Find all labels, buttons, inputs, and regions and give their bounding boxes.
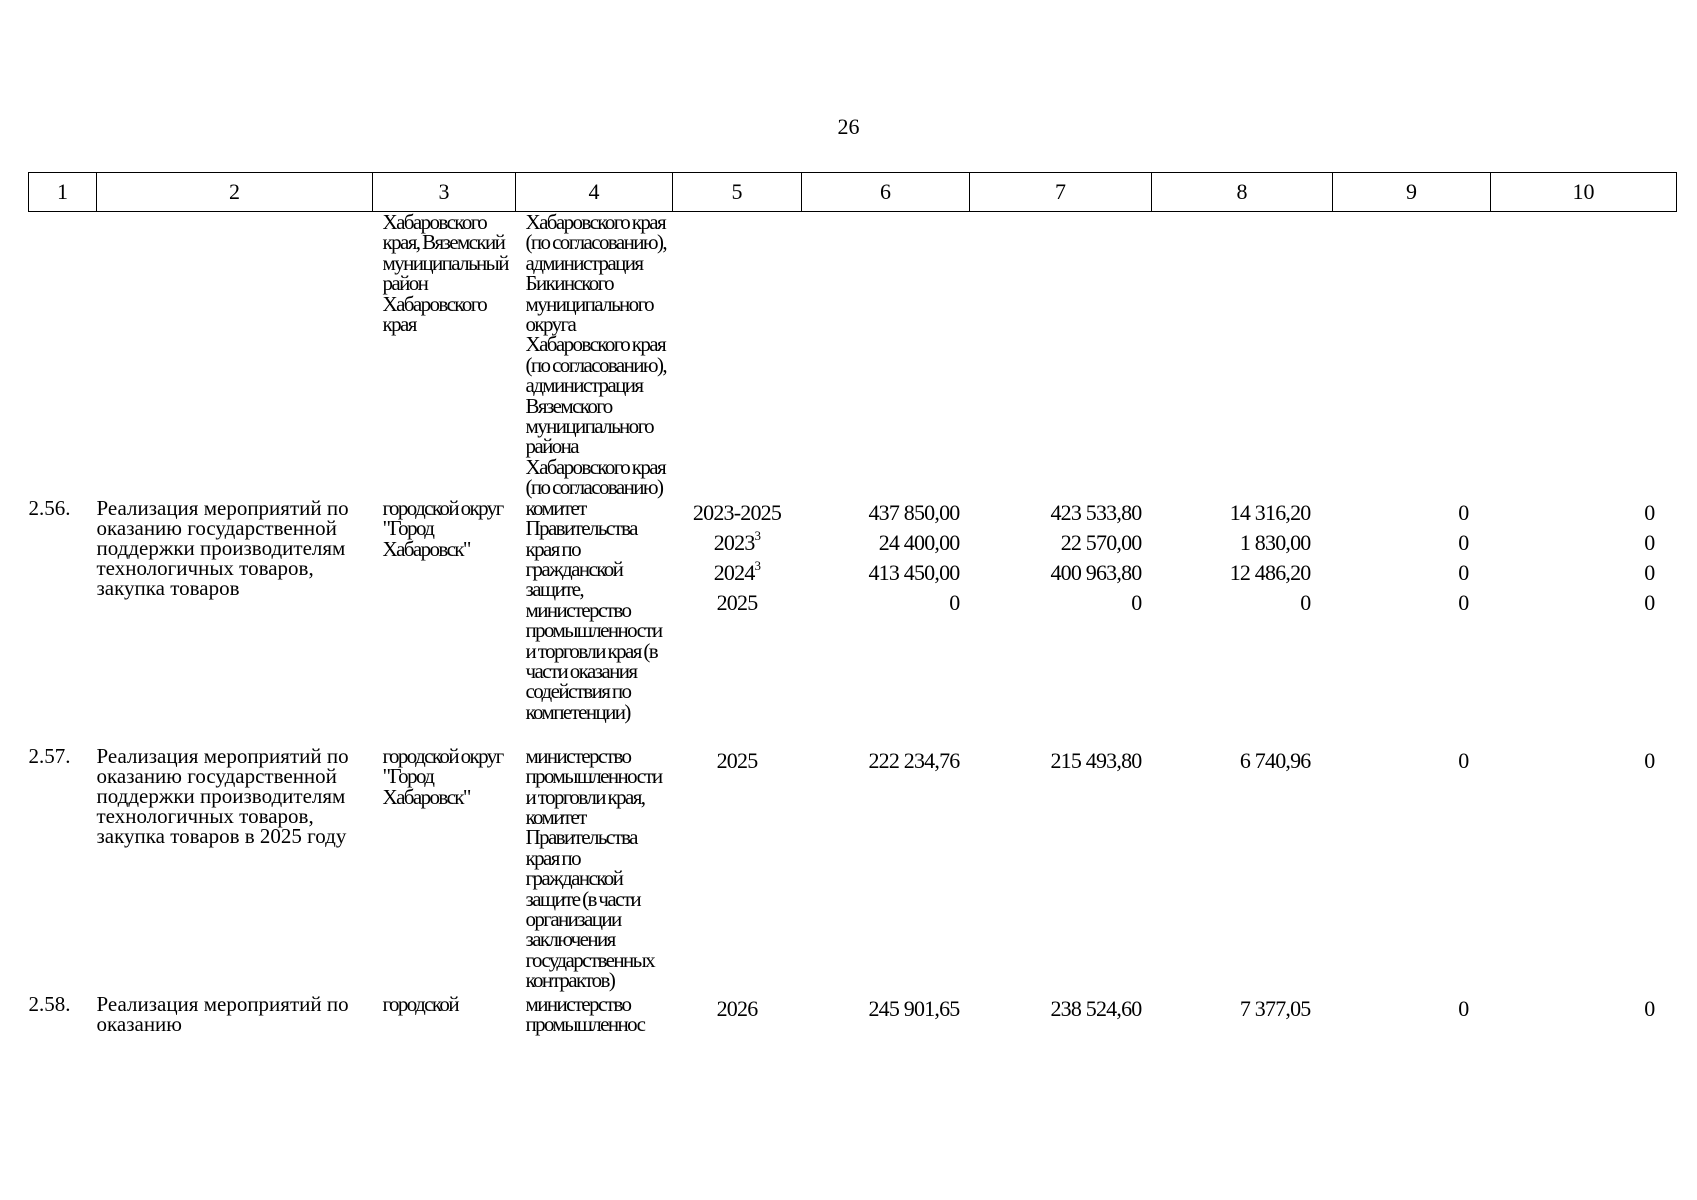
row-total-values — [802, 746, 970, 776]
row-executor: министерство промышленнос — [525, 991, 645, 1037]
amount-value: 24 400,00 — [878, 529, 960, 555]
row-col9-values — [1333, 498, 1491, 618]
period-value — [673, 498, 802, 528]
row-number: 2.57. — [28, 743, 71, 768]
header-row — [29, 173, 1677, 212]
row-col8 — [1152, 994, 1333, 1054]
row-col10-values — [1491, 746, 1677, 776]
footnote-mark: 3 — [754, 528, 761, 544]
amount-value: 0 — [1644, 559, 1655, 585]
row-col10 — [1491, 746, 1677, 994]
amount-value: 7 377,05 — [1239, 995, 1311, 1021]
row-col7-values — [970, 746, 1152, 776]
row-total-values — [802, 498, 970, 618]
row-col9 — [1333, 498, 1491, 746]
row-col8-values — [1152, 994, 1333, 1024]
row-executor: министерство промышленности и торговли края, комитет Правительства края по гражданской защите (в части организации заключения государственных контрактов) — [525, 743, 662, 993]
row-periods — [673, 746, 802, 994]
row-periods — [673, 498, 802, 746]
amount-value: 0 — [949, 589, 960, 615]
row-name: Реализация мероприятий по оказанию государственной поддержки производителям технологичных товаров, закупка товаров в 2025 году — [96, 743, 349, 848]
amount-value: 215 493,80 — [1050, 747, 1142, 773]
page-number: 26 — [837, 114, 860, 139]
row-territory: городской округ "Город Хабаровск" — [382, 743, 503, 809]
amount-value: 400 963,80 — [1050, 559, 1142, 585]
period-value — [673, 558, 802, 588]
row-col9-values — [1333, 746, 1491, 776]
row-col7-values — [970, 994, 1152, 1024]
row-name: Реализация мероприятий по оказанию — [96, 991, 349, 1036]
header-cell-1: 1 — [29, 173, 97, 212]
header-cell-8: 8 — [1152, 173, 1333, 212]
row-col8 — [1152, 746, 1333, 994]
period-list — [673, 994, 802, 1024]
header-cell-5: 5 — [673, 173, 802, 212]
header-cell-2: 2 — [97, 173, 373, 212]
amount-value: 0 — [1131, 589, 1142, 615]
table-row — [29, 994, 1677, 1054]
amount-value: 222 234,76 — [868, 747, 960, 773]
continuation-territory: Хабаровского края, Вяземский муниципальный район Хабаровского края — [382, 210, 508, 337]
row-col8 — [1152, 498, 1333, 746]
row-col8-values — [1152, 498, 1333, 618]
period-value — [673, 528, 802, 558]
footnote-mark: 3 — [754, 558, 761, 574]
amount-value: 0 — [1458, 995, 1469, 1021]
amount-value: 423 533,80 — [1050, 499, 1142, 525]
row-total-values — [802, 994, 970, 1024]
row-number: 2.56. — [28, 495, 71, 520]
header-cell-3: 3 — [373, 173, 516, 212]
amount-value: 0 — [1300, 589, 1311, 615]
period-list — [673, 746, 802, 776]
amount-value: 0 — [1458, 747, 1469, 773]
table-row — [29, 746, 1677, 994]
period-year: 2023 — [713, 529, 755, 555]
header-cell-4: 4 — [516, 173, 673, 212]
amount-value: 6 740,96 — [1239, 747, 1311, 773]
row-col7 — [970, 746, 1152, 994]
header-cell-9: 9 — [1333, 173, 1491, 212]
row-col7-values — [970, 498, 1152, 618]
row-col10 — [1491, 994, 1677, 1054]
table-row — [29, 498, 1677, 746]
row-col10 — [1491, 498, 1677, 746]
amount-value: 14 316,20 — [1229, 499, 1311, 525]
row-total — [802, 498, 970, 746]
row-col10-values — [1491, 994, 1677, 1024]
amount-value: 0 — [1458, 529, 1469, 555]
period-value — [673, 746, 802, 776]
amount-value: 245 901,65 — [868, 995, 960, 1021]
program-table — [28, 172, 1677, 1054]
row-col7 — [970, 994, 1152, 1054]
period-year: 2025 — [716, 747, 758, 773]
amount-value: 0 — [1458, 499, 1469, 525]
row-total — [802, 994, 970, 1054]
row-col9 — [1333, 994, 1491, 1054]
amount-value: 0 — [1644, 499, 1655, 525]
amount-value: 22 570,00 — [1060, 529, 1142, 555]
amount-value: 238 524,60 — [1050, 995, 1142, 1021]
header-cell-6: 6 — [802, 173, 970, 212]
amount-value: 0 — [1644, 995, 1655, 1021]
amount-value: 437 850,00 — [868, 499, 960, 525]
row-col9 — [1333, 746, 1491, 994]
header-cell-10: 10 — [1491, 173, 1677, 212]
row-name: Реализация мероприятий по оказанию государственной поддержки производителям технологичных товаров, закупка товаров — [96, 495, 349, 600]
row-col8-values — [1152, 746, 1333, 776]
amount-value: 12 486,20 — [1229, 559, 1311, 585]
amount-value: 0 — [1458, 589, 1469, 615]
row-territory: городской — [382, 991, 458, 1016]
period-year: 2024 — [713, 559, 755, 585]
period-value — [673, 994, 802, 1024]
amount-value: 413 450,00 — [868, 559, 960, 585]
period-year: 2023-2025 — [692, 499, 782, 525]
row-total — [802, 746, 970, 994]
continuation-row — [29, 212, 1677, 498]
row-col9-values — [1333, 994, 1491, 1024]
period-value — [673, 588, 802, 618]
amount-value: 0 — [1644, 747, 1655, 773]
row-territory: городской округ "Город Хабаровск" — [382, 495, 503, 561]
period-year: 2025 — [716, 589, 758, 615]
row-col10-values — [1491, 498, 1677, 618]
row-executor: комитет Правительства края по гражданской защите, министерство промышленности и торговли края (в части оказания содействия по компетенции) — [525, 495, 662, 724]
row-periods — [673, 994, 802, 1054]
period-list — [673, 498, 802, 618]
table-rows — [28, 495, 1677, 1054]
period-year: 2026 — [716, 995, 758, 1021]
amount-value: 1 830,00 — [1239, 529, 1311, 555]
amount-value: 0 — [1644, 589, 1655, 615]
amount-value: 0 — [1644, 529, 1655, 555]
continuation-executor: Хабаровского края (по согласованию), администрация Бикинского муниципального округа Хабаровского края (по согласованию), администрация Вяземского муниципального района Хабаровского края (по согласованию) — [525, 210, 667, 500]
row-number: 2.58. — [28, 991, 71, 1016]
header-cell-7: 7 — [970, 173, 1152, 212]
row-col7 — [970, 498, 1152, 746]
amount-value: 0 — [1458, 559, 1469, 585]
